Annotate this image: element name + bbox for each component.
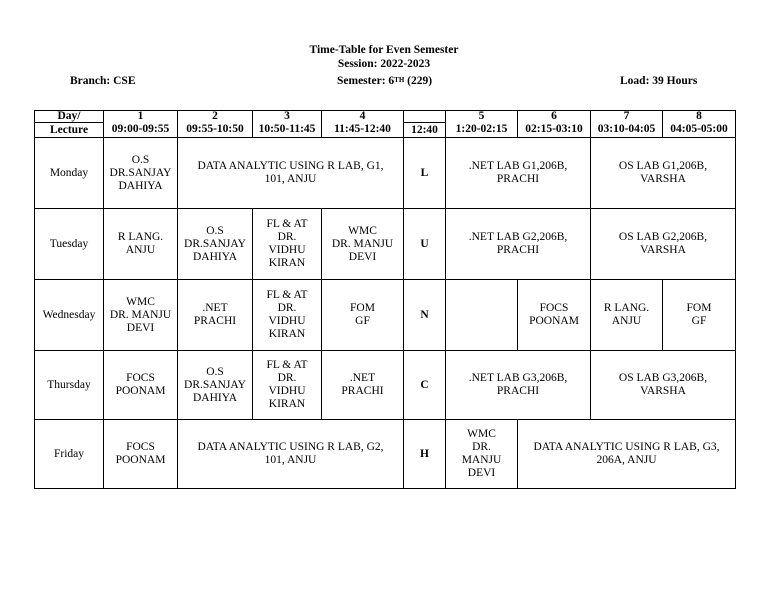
page-title: Time-Table for Even Semester — [309, 44, 459, 56]
cell-line: DAHIYA — [192, 391, 238, 404]
semester-superscript: TH — [394, 76, 405, 84]
cell-line: FOM — [686, 302, 712, 314]
semester-label — [337, 74, 432, 88]
cell-line: VIDHU — [268, 315, 306, 327]
time-slot: 02:15-03:10 — [518, 123, 591, 138]
cell-line: VARSHA — [640, 244, 686, 256]
semester-prefix: Semester: 6 — [337, 75, 395, 87]
header-row-times — [35, 123, 736, 138]
cell-line: DR. — [277, 372, 297, 384]
table-row-monday — [35, 138, 736, 209]
class-cell — [253, 209, 322, 280]
time-slot: 10:50-11:45 — [253, 123, 322, 138]
cell-line: KIRAN — [268, 257, 306, 269]
empty-cell — [446, 280, 518, 351]
cell-line: PRACHI — [496, 385, 540, 397]
class-cell — [178, 209, 253, 280]
time-slot: 09:00-09:55 — [104, 123, 178, 138]
lecture-number: 1 — [104, 111, 178, 123]
cell-line: KIRAN — [268, 328, 306, 340]
cell-line: FOCS — [126, 372, 155, 384]
cell-line: POONAM — [529, 315, 579, 327]
lunch-cell: N — [404, 280, 446, 351]
table-row-wednesday — [35, 280, 736, 351]
cell-line: ANJU — [125, 244, 156, 256]
cell-line: DR.SANJAY — [184, 378, 246, 391]
class-cell — [518, 280, 591, 351]
lecture-number: 3 — [253, 111, 322, 123]
class-cell — [104, 138, 178, 209]
cell-line: MANJU — [461, 454, 502, 466]
cell-line: O.S — [131, 153, 150, 166]
class-cell — [322, 351, 404, 420]
cell-line: PRACHI — [496, 173, 540, 185]
cell-line: WMC — [467, 428, 496, 440]
lecture-number: 4 — [322, 111, 404, 123]
cell-line: 101, ANJU — [264, 454, 317, 466]
lunch-time-slot: 12:40 — [404, 123, 446, 138]
cell-line: FL & AT — [266, 359, 308, 371]
load-label: Load: 39 Hours — [620, 75, 698, 87]
lunch-cell: L — [404, 138, 446, 209]
branch-label: Branch: CSE — [70, 75, 136, 87]
lab-cell — [591, 209, 736, 280]
class-cell — [253, 280, 322, 351]
cell-line: DEVI — [467, 467, 496, 479]
cell-line: DEVI — [348, 250, 377, 263]
cell-line: DR. — [472, 441, 491, 453]
cell-line: WMC — [126, 295, 155, 308]
cell-line: .NET LAB G3,206B, — [468, 372, 568, 384]
cell-line: DATA ANALYTIC USING R LAB, G1, — [197, 160, 384, 172]
class-cell — [322, 280, 404, 351]
day-cell: Friday — [35, 420, 104, 489]
cell-line: DR.SANJAY — [109, 166, 172, 179]
day-cell: Thursday — [35, 351, 104, 420]
cell-line: VIDHU — [268, 244, 306, 256]
cell-line: DR. — [277, 302, 297, 314]
cell-line: R LANG. — [117, 231, 164, 243]
session-label: Session: 2022-2023 — [337, 58, 431, 70]
cell-line: .NET — [202, 302, 228, 314]
class-cell — [322, 209, 404, 280]
cell-line: DR. MANJU — [331, 237, 394, 250]
cell-line: DEVI — [126, 321, 155, 334]
lecture-number: 5 — [446, 111, 518, 123]
time-slot: 09:55-10:50 — [178, 123, 253, 138]
lecture-number: 6 — [518, 111, 591, 123]
lecture-number: 8 — [663, 111, 736, 123]
lab-cell — [518, 420, 736, 489]
class-cell — [104, 209, 178, 280]
cell-line: DATA ANALYTIC USING R LAB, G2, — [197, 441, 384, 453]
lunch-cell: U — [404, 209, 446, 280]
time-slot: 03:10-04:05 — [591, 123, 663, 138]
lecture-number: 2 — [178, 111, 253, 123]
lab-cell — [446, 138, 591, 209]
cell-line: .NET LAB G2,206B, — [468, 231, 568, 243]
lab-cell — [446, 351, 591, 420]
class-cell — [663, 280, 736, 351]
class-cell — [104, 351, 178, 420]
cell-line: VARSHA — [640, 173, 686, 185]
class-cell — [104, 420, 178, 489]
lecture-header-cell: Lecture — [35, 123, 104, 138]
day-cell: Tuesday — [35, 209, 104, 280]
class-cell — [446, 420, 518, 489]
cell-line: ANJU — [611, 315, 642, 327]
cell-line: O.S — [206, 224, 224, 237]
cell-line: FOCS — [539, 302, 569, 314]
lab-cell — [446, 209, 591, 280]
lab-cell — [591, 351, 736, 420]
cell-line: DAHIYA — [192, 250, 238, 263]
day-cell: Wednesday — [35, 280, 104, 351]
day-header-cell: Day/ — [35, 111, 104, 123]
semester-suffix: (229) — [404, 75, 433, 87]
timetable — [34, 110, 736, 489]
cell-line: DR. MANJU — [109, 308, 172, 321]
table-row-thursday — [35, 351, 736, 420]
cell-line: 101, ANJU — [264, 173, 317, 185]
cell-line: DR. — [277, 231, 297, 243]
cell-line: .NET — [349, 372, 376, 384]
cell-line: DATA ANALYTIC USING R LAB, G3, — [533, 441, 720, 453]
cell-line: PRACHI — [341, 385, 384, 397]
cell-line: POONAM — [115, 454, 166, 466]
cell-line: GF — [355, 315, 370, 327]
table-row-tuesday — [35, 209, 736, 280]
time-slot: 1:20-02:15 — [446, 123, 518, 138]
lunch-cell: C — [404, 351, 446, 420]
class-cell — [178, 351, 253, 420]
lunch-cell: H — [404, 420, 446, 489]
cell-line: .NET LAB G1,206B, — [468, 160, 568, 172]
cell-line: OS LAB G2,206B, — [618, 231, 708, 243]
cell-line: FL & AT — [266, 218, 308, 230]
cell-line: FOCS — [126, 441, 155, 453]
cell-line: OS LAB G3,206B, — [618, 372, 708, 384]
cell-line: FL & AT — [266, 289, 308, 301]
cell-line: O.S — [206, 365, 224, 378]
cell-line: DR.SANJAY — [184, 237, 246, 250]
header-row-lectures — [35, 111, 736, 123]
cell-line: 206A, ANJU — [596, 454, 657, 466]
table-row-friday — [35, 420, 736, 489]
lab-cell — [591, 138, 736, 209]
cell-line: VIDHU — [268, 385, 306, 397]
cell-line: WMC — [348, 224, 377, 237]
day-cell: Monday — [35, 138, 104, 209]
lab-cell — [178, 138, 404, 209]
class-cell — [104, 280, 178, 351]
cell-line: VARSHA — [640, 385, 686, 397]
class-cell — [178, 280, 253, 351]
class-cell — [591, 280, 663, 351]
cell-line: PRACHI — [193, 315, 237, 327]
time-slot: 04:05-05:00 — [663, 123, 736, 138]
lecture-number: 7 — [591, 111, 663, 123]
cell-line: R LANG. — [603, 302, 650, 314]
time-slot: 11:45-12:40 — [322, 123, 404, 138]
cell-line: GF — [691, 315, 707, 327]
lab-cell — [178, 420, 404, 489]
cell-line: KIRAN — [268, 398, 306, 410]
lunch-header-cell — [404, 111, 446, 123]
cell-line: PRACHI — [496, 244, 540, 256]
class-cell — [253, 351, 322, 420]
cell-line: FOM — [350, 302, 375, 314]
cell-line: OS LAB G1,206B, — [618, 160, 708, 172]
cell-line: DAHIYA — [118, 179, 163, 192]
cell-line: POONAM — [115, 385, 166, 397]
